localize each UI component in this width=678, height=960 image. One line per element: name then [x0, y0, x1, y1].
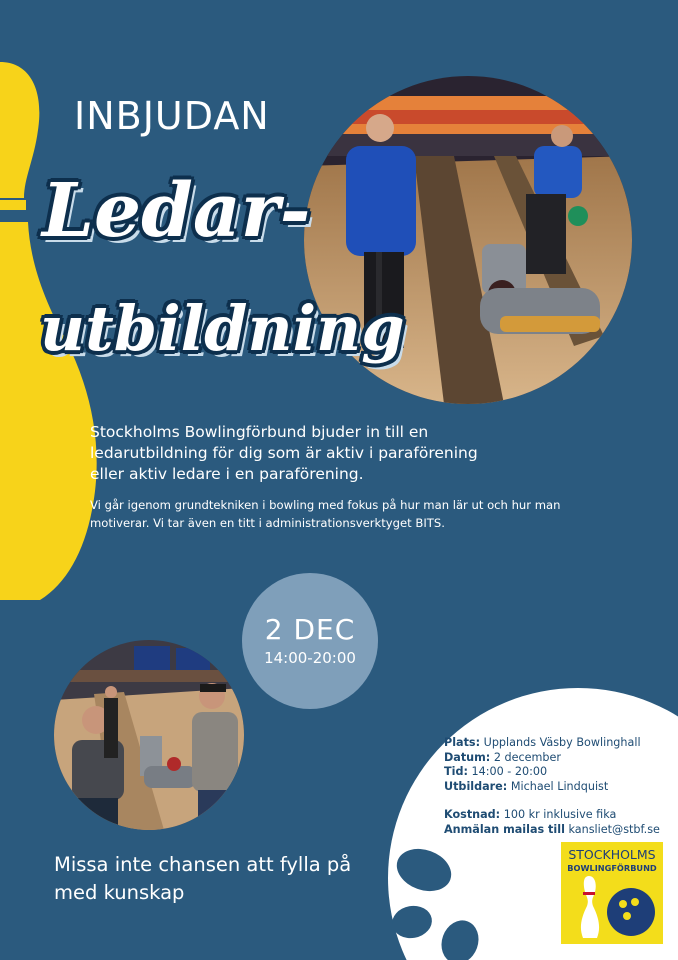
- title-line-2: utbildning: [40, 292, 405, 365]
- logo-text-bottom: BOWLINGFÖRBUND: [567, 863, 657, 873]
- date-time: 14:00-20:00: [264, 649, 356, 667]
- bowling-group-photo: [54, 640, 244, 830]
- closing-text: Missa inte chansen att fylla på med kunskap: [54, 853, 352, 904]
- logo-pin-ball-icon: [561, 842, 663, 944]
- bowling-ball-holes-graphic: [386, 848, 506, 960]
- info-date: Datum: 2 december: [444, 750, 562, 764]
- info-trainer: Utbildare: Michael Lindquist: [444, 779, 609, 793]
- invitation-kicker: INBJUDAN: [74, 94, 270, 138]
- stockholms-bowlingforbund-logo: [561, 842, 663, 944]
- event-info: [444, 736, 676, 837]
- info-signup: Anmälan mailas till kansliet@stbf.se: [444, 822, 660, 836]
- logo-text-top: STOCKHOLMS: [568, 847, 656, 862]
- date-badge: [242, 573, 378, 709]
- date-day: 2 DEC: [264, 613, 356, 646]
- title-line-1: Ledar-: [42, 168, 311, 254]
- info-place: Plats: Upplands Väsby Bowlinghall: [444, 736, 641, 749]
- info-time: Tid: 14:00 - 20:00: [444, 765, 548, 778]
- detail-text: Vi går igenom grundtekniken i bowling med fokus på hur man lär ut och hur man motiverar. Vi tar även en titt i administrationsverktyget BITS.: [90, 498, 561, 530]
- intro-text: Stockholms Bowlingförbund bjuder in till en ledarutbildning för dig som är aktiv i paraförening eller aktiv ledare i en paraförening.: [90, 423, 478, 483]
- info-cost: Kostnad: 100 kr inklusive fika: [444, 808, 617, 821]
